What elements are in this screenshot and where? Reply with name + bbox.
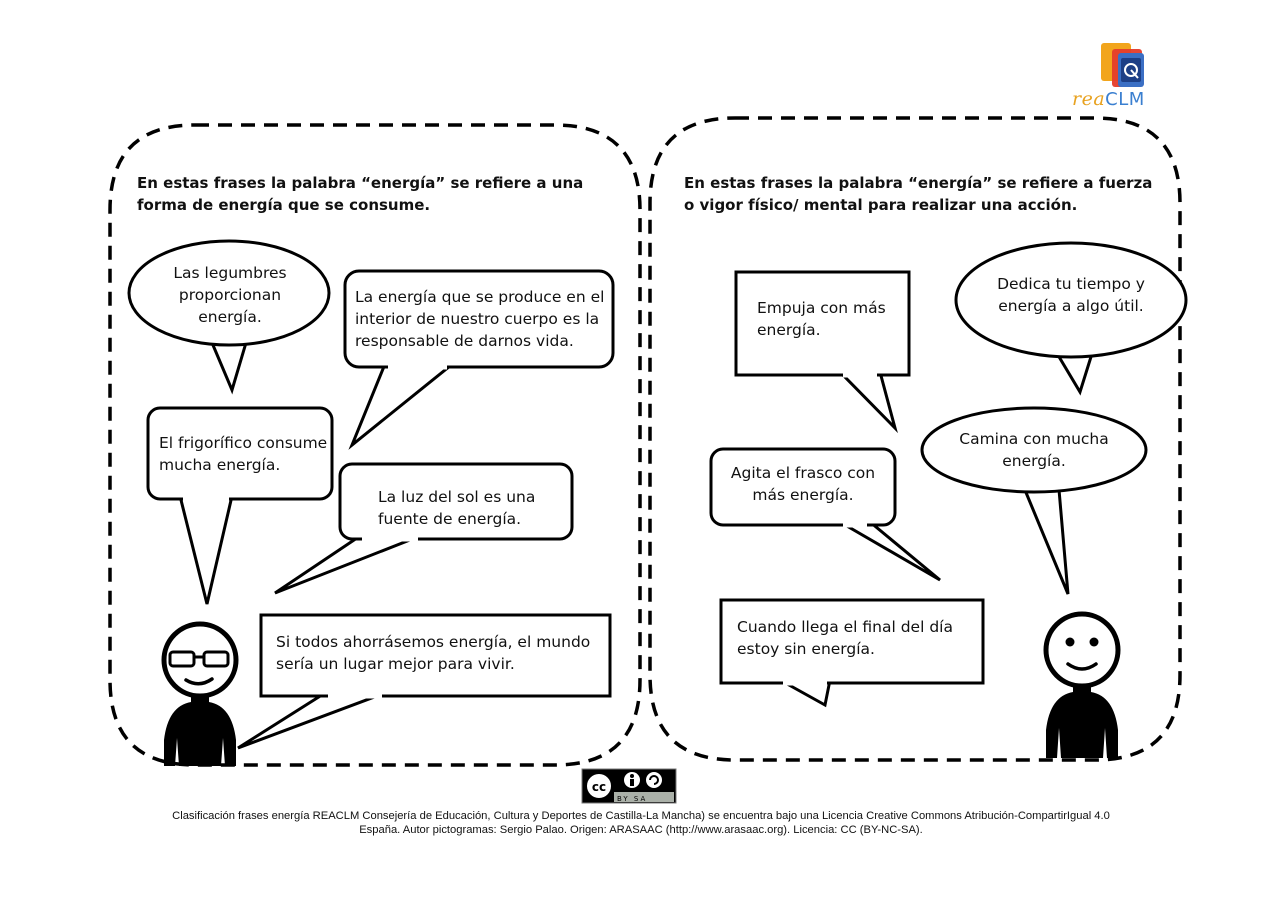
smiling-person-icon — [1046, 614, 1118, 758]
svg-text:cc: cc — [591, 780, 607, 794]
bubble-text-dedica: Dedica tu tiempo y energía a algo útil. — [997, 275, 1145, 315]
bubble-text-frigorifico: El frigorífico consume mucha energía. — [159, 434, 328, 474]
person-with-glasses-icon — [164, 624, 236, 766]
license-line-2: España. Autor pictogramas: Sergio Palao. Origen: ARASAAC (http://www.arasaac.org). Licencia: CC (BY-NC-SA). — [359, 824, 923, 836]
logo-rea: rea — [1072, 88, 1106, 110]
bubble-text-legumbres: Las legumbres proporcionan energía. — [173, 264, 287, 326]
bubble-text-empuja: Empuja con más energía. — [757, 299, 886, 339]
logo-clm: CLM — [1105, 89, 1145, 110]
cc-badge-label: BY SA — [617, 795, 648, 803]
reaclm-logo-icon — [1101, 43, 1144, 87]
bubble-text-luz-sol: La luz del sol es una fuente de energía. — [378, 488, 536, 528]
bubble-text-ahorrasemos: Si todos ahorrásemos energía, el mundo sería un lugar mejor para vivir. — [276, 633, 591, 673]
bubble-empuja — [736, 272, 909, 428]
bubble-text-energia-cuerpo: La energía que se produce en el interior de nuestro cuerpo es la responsable de darnos vida. — [355, 288, 605, 350]
bubble-dedica — [956, 243, 1186, 392]
bubble-text-camina: Camina con mucha energía. — [959, 430, 1109, 470]
license-line-1: Clasificación frases energía REACLM Consejería de Educación, Cultura y Deportes de Castilla-La Mancha) se encuentra bajo una Licencia Creative Commons Atribución-CompartirIgual 4.0 — [172, 810, 1110, 822]
bubble-text-agita: Agita el frasco con más energía. — [730, 464, 876, 504]
left-panel-heading: En estas frases la palabra “energía” se refiere a una forma de energía que se consume. — [137, 174, 584, 214]
reaclm-logo-text — [1072, 88, 1145, 111]
right-panel-heading: En estas frases la palabra “energía” se refiere a fuerza o vigor físico/ mental para realizar una acción. — [684, 174, 1153, 214]
bubble-text-cuando-llega: Cuando llega el final del día estoy sin energía. — [737, 618, 953, 658]
